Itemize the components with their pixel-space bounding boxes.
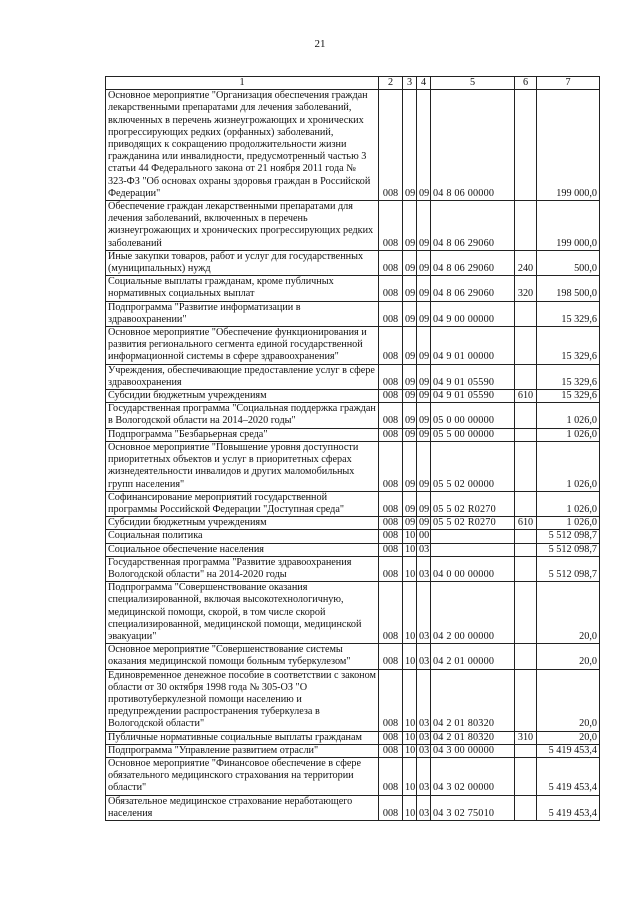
row-subsection-code: 09 bbox=[417, 428, 431, 441]
row-name: Подпрограмма "Безбарьерная среда" bbox=[106, 428, 379, 441]
row-target-article: 04 2 00 00000 bbox=[431, 582, 515, 644]
row-target-article: 04 2 01 00000 bbox=[431, 644, 515, 669]
row-expense-type: 240 bbox=[515, 250, 537, 275]
row-ministry-code: 008 bbox=[379, 669, 403, 731]
row-amount: 1 026,0 bbox=[537, 428, 600, 441]
header-cell: 3 bbox=[403, 77, 417, 90]
row-name: Публичные нормативные социальные выплаты гражданам bbox=[106, 731, 379, 744]
row-ministry-code: 008 bbox=[379, 428, 403, 441]
row-name: Подпрограмма "Управление развитием отрасли" bbox=[106, 744, 379, 757]
row-amount: 5 512 098,7 bbox=[537, 543, 600, 556]
row-name: Основное мероприятие "Обеспечение функционирования и развития регионального сегмента единой государственной информационной системы в сфере здравоохранения" bbox=[106, 327, 379, 365]
row-name: Обязательное медицинское страхование неработающего населения bbox=[106, 795, 379, 820]
header-cell: 4 bbox=[417, 77, 431, 90]
row-name: Субсидии бюджетным учреждениям bbox=[106, 517, 379, 530]
row-amount: 15 329,6 bbox=[537, 301, 600, 326]
row-ministry-code: 008 bbox=[379, 364, 403, 389]
row-ministry-code: 008 bbox=[379, 250, 403, 275]
row-subsection-code: 09 bbox=[417, 327, 431, 365]
row-subsection-code: 03 bbox=[417, 669, 431, 731]
row-section-code: 09 bbox=[403, 301, 417, 326]
row-target-article: 04 0 00 00000 bbox=[431, 556, 515, 581]
row-amount: 20,0 bbox=[537, 644, 600, 669]
row-section-code: 10 bbox=[403, 731, 417, 744]
row-amount: 5 419 453,4 bbox=[537, 744, 600, 757]
row-amount: 1 026,0 bbox=[537, 403, 600, 428]
row-amount: 1 026,0 bbox=[537, 517, 600, 530]
row-name: Софинансирование мероприятий государственной программы Российской Федерации "Доступная среда" bbox=[106, 491, 379, 516]
row-name: Социальное обеспечение населения bbox=[106, 543, 379, 556]
table-row bbox=[106, 530, 600, 543]
row-amount: 20,0 bbox=[537, 582, 600, 644]
row-section-code: 10 bbox=[403, 744, 417, 757]
table-row bbox=[106, 731, 600, 744]
row-subsection-code: 09 bbox=[417, 276, 431, 301]
row-section-code: 10 bbox=[403, 757, 417, 795]
table-row bbox=[106, 669, 600, 731]
table-row bbox=[106, 744, 600, 757]
row-amount: 5 419 453,4 bbox=[537, 795, 600, 820]
row-section-code: 10 bbox=[403, 556, 417, 581]
row-section-code: 09 bbox=[403, 364, 417, 389]
row-section-code: 09 bbox=[403, 90, 417, 201]
table-row bbox=[106, 795, 600, 820]
row-expense-type bbox=[515, 201, 537, 251]
row-subsection-code: 09 bbox=[417, 517, 431, 530]
table-row bbox=[106, 757, 600, 795]
row-ministry-code: 008 bbox=[379, 731, 403, 744]
header-cell: 7 bbox=[537, 77, 600, 90]
row-expense-type: 320 bbox=[515, 276, 537, 301]
row-target-article: 04 8 06 00000 bbox=[431, 90, 515, 201]
row-ministry-code: 008 bbox=[379, 644, 403, 669]
row-target-article: 05 5 00 00000 bbox=[431, 428, 515, 441]
row-name: Основное мероприятие "Совершенствование системы оказания медицинской помощи больным туберкулезом" bbox=[106, 644, 379, 669]
row-expense-type: 610 bbox=[515, 390, 537, 403]
row-amount: 199 000,0 bbox=[537, 90, 600, 201]
row-name: Государственная программа "Развитие здравоохранения Вологодской области" на 2014-2020 годы bbox=[106, 556, 379, 581]
row-ministry-code: 008 bbox=[379, 757, 403, 795]
row-expense-type bbox=[515, 744, 537, 757]
row-ministry-code: 008 bbox=[379, 90, 403, 201]
row-amount: 1 026,0 bbox=[537, 491, 600, 516]
page-number: 21 bbox=[314, 38, 326, 50]
row-name: Подпрограмма "Совершенствование оказания специализированной, включая высокотехнологичную, медицинской помощи, скорой, в том числе скорой специализированной, медицинской помощи, медицинской эвакуации" bbox=[106, 582, 379, 644]
row-target-article: 05 0 00 00000 bbox=[431, 403, 515, 428]
table-row bbox=[106, 250, 600, 275]
row-expense-type bbox=[515, 644, 537, 669]
row-subsection-code: 03 bbox=[417, 644, 431, 669]
table-row bbox=[106, 390, 600, 403]
row-target-article: 04 9 01 05590 bbox=[431, 364, 515, 389]
row-subsection-code: 09 bbox=[417, 90, 431, 201]
row-target-article bbox=[431, 530, 515, 543]
row-amount: 15 329,6 bbox=[537, 364, 600, 389]
row-expense-type bbox=[515, 556, 537, 581]
row-name: Субсидии бюджетным учреждениям bbox=[106, 390, 379, 403]
header-cell: 5 bbox=[431, 77, 515, 90]
row-ministry-code: 008 bbox=[379, 327, 403, 365]
row-subsection-code: 00 bbox=[417, 530, 431, 543]
row-subsection-code: 03 bbox=[417, 543, 431, 556]
row-target-article: 05 5 02 R0270 bbox=[431, 491, 515, 516]
row-subsection-code: 09 bbox=[417, 441, 431, 491]
row-name: Основное мероприятие "Организация обеспечения граждан лекарственными препаратами для лечения заболеваний, включенных в перечень жизнеугрожающих и хронических прогрессирующих редких (орфанных) заболеваний, приводящих к сокращению продолжительности жизни гражданина или инвалидности, предусмотренный частью 3 статьи 44 Федерального закона от 21 ноября 2011 года № 323-ФЗ "Об основах охраны здоровья граждан в Российской Федерации" bbox=[106, 90, 379, 201]
table-row bbox=[106, 201, 600, 251]
row-expense-type bbox=[515, 795, 537, 820]
row-expense-type bbox=[515, 327, 537, 365]
row-ministry-code: 008 bbox=[379, 795, 403, 820]
row-subsection-code: 03 bbox=[417, 744, 431, 757]
row-expense-type bbox=[515, 757, 537, 795]
row-name: Основное мероприятие "Финансовое обеспечение в сфере обязательного медицинского страхования на территории области" bbox=[106, 757, 379, 795]
row-amount: 198 500,0 bbox=[537, 276, 600, 301]
row-ministry-code: 008 bbox=[379, 744, 403, 757]
row-section-code: 09 bbox=[403, 491, 417, 516]
row-amount: 500,0 bbox=[537, 250, 600, 275]
table-row bbox=[106, 364, 600, 389]
row-ministry-code: 008 bbox=[379, 543, 403, 556]
row-subsection-code: 09 bbox=[417, 390, 431, 403]
row-section-code: 09 bbox=[403, 250, 417, 275]
row-name: Учреждения, обеспечивающие предоставление услуг в сфере здравоохранения bbox=[106, 364, 379, 389]
table-row bbox=[106, 403, 600, 428]
row-ministry-code: 008 bbox=[379, 582, 403, 644]
row-amount: 5 512 098,7 bbox=[537, 556, 600, 581]
row-subsection-code: 09 bbox=[417, 301, 431, 326]
row-target-article: 04 3 00 00000 bbox=[431, 744, 515, 757]
header-cell: 6 bbox=[515, 77, 537, 90]
row-section-code: 09 bbox=[403, 517, 417, 530]
budget-table bbox=[105, 76, 600, 821]
row-expense-type bbox=[515, 403, 537, 428]
row-ministry-code: 008 bbox=[379, 491, 403, 516]
row-target-article: 04 3 02 75010 bbox=[431, 795, 515, 820]
row-amount: 5 419 453,4 bbox=[537, 757, 600, 795]
row-ministry-code: 008 bbox=[379, 556, 403, 581]
row-target-article: 04 9 00 00000 bbox=[431, 301, 515, 326]
row-expense-type bbox=[515, 530, 537, 543]
table-row bbox=[106, 327, 600, 365]
row-target-article: 05 5 02 R0270 bbox=[431, 517, 515, 530]
table-row bbox=[106, 428, 600, 441]
row-subsection-code: 09 bbox=[417, 201, 431, 251]
table-row bbox=[106, 90, 600, 201]
table-row bbox=[106, 301, 600, 326]
row-expense-type bbox=[515, 582, 537, 644]
row-subsection-code: 03 bbox=[417, 757, 431, 795]
row-subsection-code: 09 bbox=[417, 250, 431, 275]
row-section-code: 10 bbox=[403, 582, 417, 644]
row-subsection-code: 09 bbox=[417, 403, 431, 428]
row-ministry-code: 008 bbox=[379, 201, 403, 251]
row-section-code: 09 bbox=[403, 201, 417, 251]
row-name: Единовременное денежное пособие в соответствии с законом области от 30 октября 1998 года № 305-ОЗ "О противотуберкулезной помощи населению и предупреждении распространения туберкулеза в Вологодской области" bbox=[106, 669, 379, 731]
row-ministry-code: 008 bbox=[379, 301, 403, 326]
row-target-article: 04 9 01 00000 bbox=[431, 327, 515, 365]
header-cell: 2 bbox=[379, 77, 403, 90]
row-expense-type bbox=[515, 428, 537, 441]
row-name: Социальная политика bbox=[106, 530, 379, 543]
row-target-article: 04 3 02 00000 bbox=[431, 757, 515, 795]
row-amount: 20,0 bbox=[537, 669, 600, 731]
row-target-article: 05 5 02 00000 bbox=[431, 441, 515, 491]
row-ministry-code: 008 bbox=[379, 403, 403, 428]
row-amount: 15 329,6 bbox=[537, 390, 600, 403]
row-amount: 199 000,0 bbox=[537, 201, 600, 251]
row-subsection-code: 09 bbox=[417, 491, 431, 516]
row-name: Социальные выплаты гражданам, кроме публичных нормативных социальных выплат bbox=[106, 276, 379, 301]
row-expense-type bbox=[515, 364, 537, 389]
row-target-article: 04 8 06 29060 bbox=[431, 250, 515, 275]
row-subsection-code: 03 bbox=[417, 556, 431, 581]
row-name: Государственная программа "Социальная поддержка граждан в Вологодской области на 2014–2020 годы" bbox=[106, 403, 379, 428]
row-subsection-code: 03 bbox=[417, 795, 431, 820]
row-target-article: 04 9 01 05590 bbox=[431, 390, 515, 403]
row-target-article: 04 2 01 80320 bbox=[431, 731, 515, 744]
row-section-code: 09 bbox=[403, 276, 417, 301]
row-section-code: 10 bbox=[403, 795, 417, 820]
row-name: Подпрограмма "Развитие информатизации в здравоохранении" bbox=[106, 301, 379, 326]
row-subsection-code: 03 bbox=[417, 731, 431, 744]
row-target-article bbox=[431, 543, 515, 556]
row-section-code: 09 bbox=[403, 441, 417, 491]
row-ministry-code: 008 bbox=[379, 530, 403, 543]
table-row bbox=[106, 556, 600, 581]
row-section-code: 09 bbox=[403, 428, 417, 441]
table-row bbox=[106, 491, 600, 516]
row-expense-type bbox=[515, 669, 537, 731]
row-amount: 20,0 bbox=[537, 731, 600, 744]
row-amount: 5 512 098,7 bbox=[537, 530, 600, 543]
table-row bbox=[106, 644, 600, 669]
row-section-code: 10 bbox=[403, 543, 417, 556]
row-ministry-code: 008 bbox=[379, 441, 403, 491]
row-ministry-code: 008 bbox=[379, 517, 403, 530]
table-row bbox=[106, 582, 600, 644]
row-section-code: 09 bbox=[403, 403, 417, 428]
table-row bbox=[106, 276, 600, 301]
row-section-code: 09 bbox=[403, 327, 417, 365]
row-ministry-code: 008 bbox=[379, 276, 403, 301]
row-name: Иные закупки товаров, работ и услуг для государственных (муниципальных) нужд bbox=[106, 250, 379, 275]
table-row bbox=[106, 441, 600, 491]
row-name: Основное мероприятие "Повышение уровня доступности приоритетных объектов и услуг в приоритетных сферах жизнедеятельности инвалидов и других маломобильных групп населения" bbox=[106, 441, 379, 491]
row-target-article: 04 8 06 29060 bbox=[431, 201, 515, 251]
row-expense-type bbox=[515, 441, 537, 491]
row-amount: 1 026,0 bbox=[537, 441, 600, 491]
row-target-article: 04 8 06 29060 bbox=[431, 276, 515, 301]
table-row bbox=[106, 543, 600, 556]
header-row bbox=[106, 77, 600, 90]
row-expense-type: 610 bbox=[515, 517, 537, 530]
row-target-article: 04 2 01 80320 bbox=[431, 669, 515, 731]
row-section-code: 10 bbox=[403, 669, 417, 731]
row-section-code: 10 bbox=[403, 644, 417, 669]
row-subsection-code: 03 bbox=[417, 582, 431, 644]
row-amount: 15 329,6 bbox=[537, 327, 600, 365]
row-name: Обеспечение граждан лекарственными препаратами для лечения заболеваний, включенных в перечень жизнеугрожающих и хронических прогрессирующих редких заболеваний bbox=[106, 201, 379, 251]
row-expense-type bbox=[515, 491, 537, 516]
row-section-code: 10 bbox=[403, 530, 417, 543]
row-section-code: 09 bbox=[403, 390, 417, 403]
row-ministry-code: 008 bbox=[379, 390, 403, 403]
row-expense-type: 310 bbox=[515, 731, 537, 744]
header-cell: 1 bbox=[106, 77, 379, 90]
table-row bbox=[106, 517, 600, 530]
row-expense-type bbox=[515, 90, 537, 201]
row-subsection-code: 09 bbox=[417, 364, 431, 389]
row-expense-type bbox=[515, 543, 537, 556]
row-expense-type bbox=[515, 301, 537, 326]
